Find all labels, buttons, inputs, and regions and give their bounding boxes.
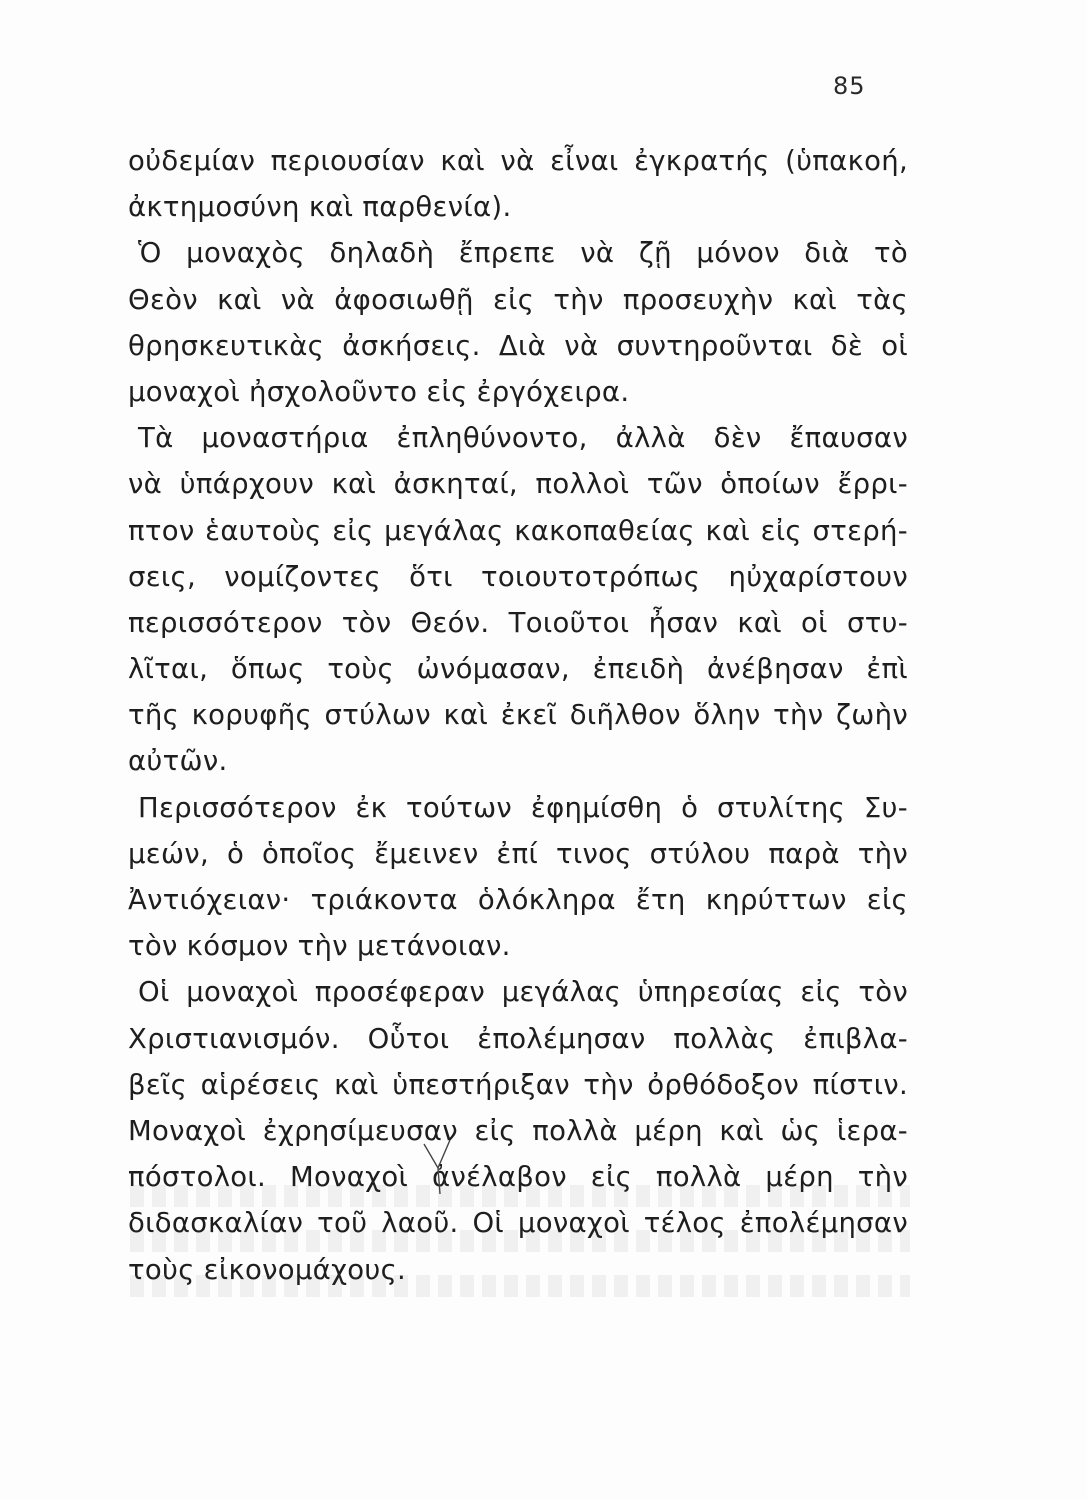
text-line: λῖται, ὅπως τοὺς ὠνόμασαν, ἐπειδὴ ἀνέβησαν ἐπὶ [128, 653, 908, 686]
text-line: οὐδεμίαν περιουσίαν καὶ νὰ εἶναι ἐγκρατής (ὑπακοή, [128, 145, 908, 177]
text-line: νὰ ὑπάρχουν καὶ ἀσκηταί, πολλοὶ τῶν ὁποίων ἔρρι- [128, 468, 908, 501]
paragraph-start-line: Τὰ μοναστήρια ἐπληθύνοντο, ἀλλὰ δὲν ἔπαυσαν [138, 422, 908, 455]
text-line: σεις, νομίζοντες ὅτι τοιουτοτρόπως ηὐχαρίστουν [128, 560, 908, 593]
show-through-texture [130, 1185, 910, 1207]
body-text [128, 138, 908, 1293]
text-line: Θεὸν καὶ νὰ ἀφοσιωθῇ εἰς τὴν προσευχὴν καὶ τὰς [128, 283, 908, 316]
text-line: τὸν κόσμον τὴν μετάνοιαν. [128, 930, 511, 963]
text-line: Χριστιανισμόν. Οὗτοι ἐπολέμησαν πολλὰς ἐπιβλα- [128, 1022, 908, 1055]
text-line: τοὺς εἰκονομάχους. [128, 1253, 407, 1286]
show-through-texture [130, 1230, 910, 1252]
text-line: τῆς κορυφῆς στύλων καὶ ἐκεῖ διῆλθον ὅλην τὴν ζωὴν [128, 699, 908, 732]
paragraph-start-line: Ὁ μοναχὸς δηλαδὴ ἔπρεπε νὰ ζῇ μόνον διὰ τὸ [138, 237, 908, 270]
page-number: 85 [833, 72, 866, 100]
text-line: ἀκτημοσύνη καὶ παρθενία). [128, 191, 512, 224]
text-line: διδασκαλίαν τοῦ λαοῦ. Οἱ μοναχοὶ τέλος ἐπολέμησαν [128, 1207, 908, 1240]
text-line: βεῖς αἱρέσεις καὶ ὑπεστήριξαν τὴν ὀρθόδοξον πίστιν. [128, 1068, 908, 1101]
text-line: πόστολοι. Μοναχοὶ ἀνέλαβον εἰς πολλὰ μέρη τὴν [128, 1161, 908, 1194]
text-line: μοναχοὶ ἠσχολοῦντο εἰς ἐργόχειρα. [128, 375, 630, 408]
text-line: πτον ἑαυτοὺς εἰς μεγάλας κακοπαθείας καὶ εἰς στερή- [128, 514, 908, 547]
paragraph-start-line: Οἱ μοναχοὶ προσέφεραν μεγάλας ὑπηρεσίας εἰς τὸν [138, 976, 908, 1009]
text-line: περισσότερον τὸν Θεόν. Τοιοῦτοι ἦσαν καὶ οἱ στυ- [128, 606, 908, 639]
paragraph-start-line: Περισσότερον ἐκ τούτων ἐφημίσθη ὁ στυλίτης Συ- [138, 791, 908, 824]
show-through-texture [130, 1275, 910, 1297]
text-line: Μοναχοὶ ἐχρησίμευσαν εἰς πολλὰ μέρη καὶ ὡς ἱερα- [128, 1114, 908, 1147]
pen-check-mark [420, 1138, 460, 1198]
text-line: μεών, ὁ ὁποῖος ἔμεινεν ἐπί τινος στύλου παρὰ τὴν [128, 837, 908, 870]
text-line: αὐτῶν. [128, 745, 228, 778]
text-line: θρησκευτικὰς ἀσκήσεις. Διὰ νὰ συντηροῦνται δὲ οἱ [128, 329, 908, 362]
text-line: Ἀντιόχειαν· τριάκοντα ὁλόκληρα ἔτη κηρύττων εἰς [128, 884, 908, 916]
